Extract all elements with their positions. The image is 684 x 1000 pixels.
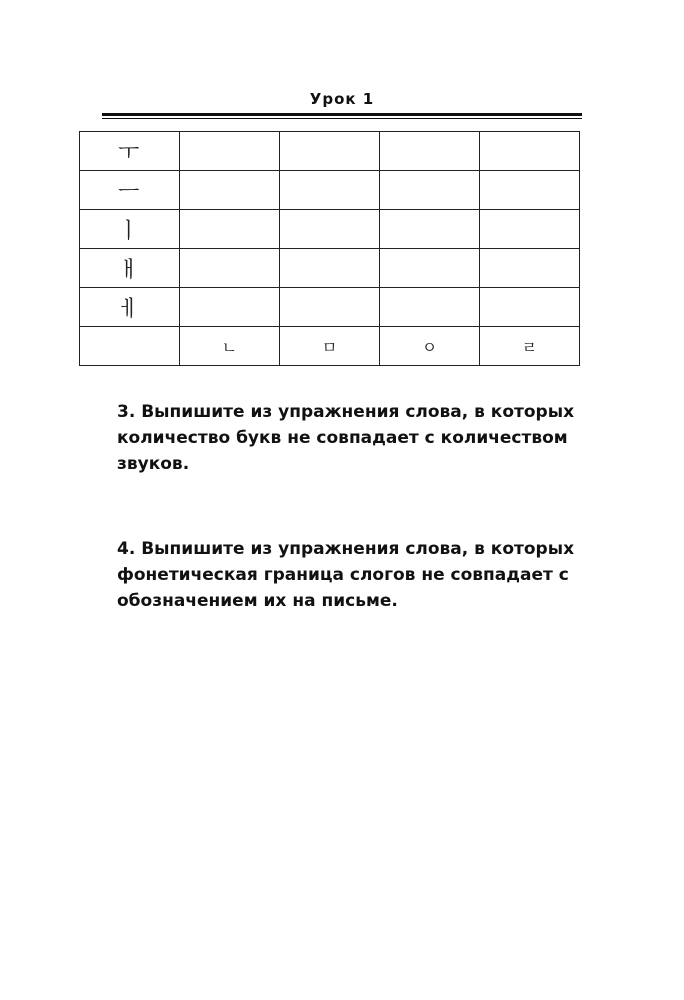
vowel-cell: ㅔ [80, 288, 180, 327]
vowel-cell: ㅡ [80, 171, 180, 210]
practice-cell[interactable] [180, 132, 280, 171]
practice-cell[interactable] [280, 249, 380, 288]
table-row [80, 171, 580, 210]
header-rule-thick [102, 113, 582, 116]
table-row [80, 288, 580, 327]
table-row [80, 132, 580, 171]
practice-cell[interactable] [280, 210, 380, 249]
practice-cell[interactable] [380, 249, 480, 288]
table-row [80, 210, 580, 249]
practice-cell[interactable] [280, 132, 380, 171]
task-4: 4. Выпишите из упражнения слова, в которых фонетическая граница слогов не совпадает с обозначением их на письме. [117, 539, 575, 611]
practice-cell[interactable] [180, 249, 280, 288]
header-rule-thin [102, 118, 582, 119]
practice-cell[interactable] [380, 210, 480, 249]
table-row [80, 249, 580, 288]
practice-cell[interactable] [480, 288, 580, 327]
consonant-cell: ㄹ [480, 327, 580, 366]
practice-cell[interactable] [480, 132, 580, 171]
practice-cell[interactable] [380, 288, 480, 327]
consonant-cell: ㅇ [380, 327, 480, 366]
lesson-title: Урок 1 [309, 90, 375, 108]
practice-cell[interactable] [480, 171, 580, 210]
practice-cell[interactable] [180, 171, 280, 210]
corner-cell [80, 327, 180, 366]
practice-cell[interactable] [480, 210, 580, 249]
practice-cell[interactable] [180, 288, 280, 327]
practice-cell[interactable] [280, 288, 380, 327]
consonant-cell: ㄴ [180, 327, 280, 366]
vowel-cell: ㅐ [80, 249, 180, 288]
consonant-row [80, 327, 580, 366]
practice-cell[interactable] [480, 249, 580, 288]
practice-cell[interactable] [180, 210, 280, 249]
task-3: 3. Выпишите из упражнения слова, в которых количество букв не совпадает с количеством звуков. [117, 402, 575, 474]
practice-grid [79, 131, 580, 366]
vowel-cell: ㅣ [80, 210, 180, 249]
practice-cell[interactable] [380, 171, 480, 210]
practice-cell[interactable] [380, 132, 480, 171]
practice-cell[interactable] [280, 171, 380, 210]
vowel-cell: ㅜ [80, 132, 180, 171]
consonant-cell: ㅁ [280, 327, 380, 366]
